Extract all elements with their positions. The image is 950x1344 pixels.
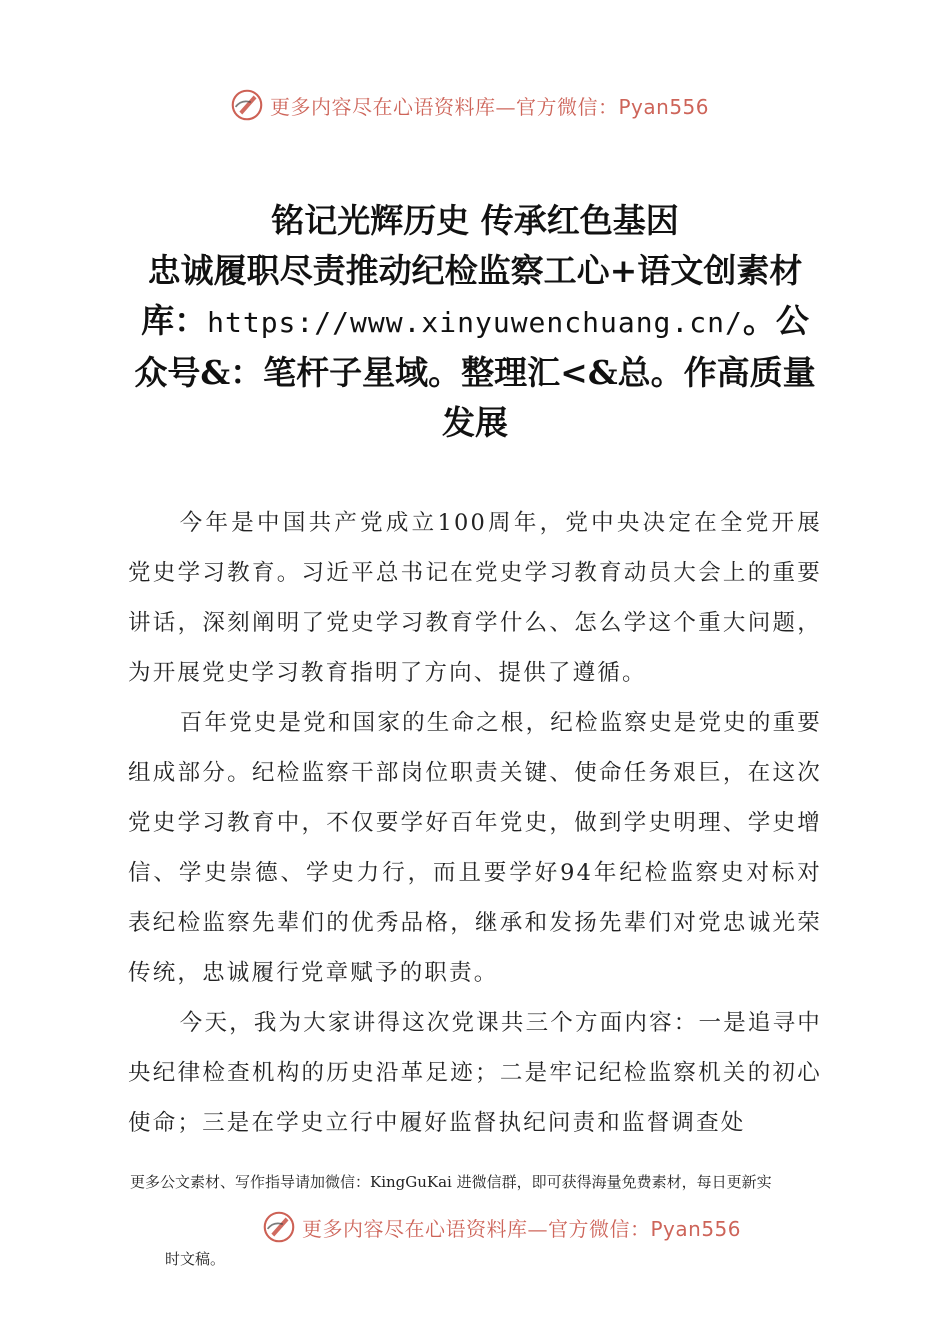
watermark-handle: Pyan556 bbox=[618, 94, 710, 119]
title-line-5: 发展 bbox=[442, 403, 508, 442]
title-line-1: 铭记光辉历史 传承红色基因 bbox=[271, 201, 679, 240]
red-scroll-pen-logo-icon bbox=[260, 1208, 298, 1246]
title-url: https://www.xinyuwenchuang.cn/ bbox=[207, 306, 743, 339]
paragraph-3: 今天，我为大家讲得这次党课共三个方面内容：一是追寻中央纪律检查机构的历史沿革足迹；二是牢记纪检监察机关的初心使命；三是在学史立行中履好监督执纪问责和监督调查处 bbox=[128, 1010, 822, 1136]
document-body bbox=[128, 498, 822, 1148]
title-line-4: 众号&：笔杆子星域。整理汇<&总。作高质量 bbox=[134, 353, 816, 392]
footer-note: 更多公文素材、写作指导请加微信：KingGuKai 进微信群，即可获得海量免费素材，每日更新实 bbox=[130, 1173, 772, 1191]
bottom-watermark bbox=[260, 1208, 741, 1246]
paragraph-1: 今年是中国共产党成立100周年，党中央决定在全党开展党史学习教育。习近平总书记在党史学习教育动员大会上的重要讲话，深刻阐明了党史学习教育学什么、怎么学这个重大问题，为开展党史学习教育指明了方向、提供了遵循。 bbox=[128, 510, 822, 686]
top-watermark bbox=[228, 86, 709, 124]
title-line-3: 库：https://www.xinyuwenchuang.cn/。公 bbox=[141, 301, 809, 340]
watermark-brand: 更多内容尽在心语资料库—官方微信： bbox=[270, 94, 619, 119]
footer-tail: 时文稿。 bbox=[165, 1250, 226, 1268]
paragraph-2: 百年党史是党和国家的生命之根，纪检监察史是党史的重要组成部分。纪检监察干部岗位职责关键、使命任务艰巨，在这次党史学习教育中，不仅要学好百年党史，做到学史明理、学史增信、学史崇德、学史力行，而且要学好94年纪检监察史对标对表纪检监察先辈们的优秀品格，继承和发扬先辈们对党忠诚光荣传统，忠诚履行党章赋予的职责。 bbox=[128, 710, 822, 986]
watermark-handle: Pyan556 bbox=[650, 1216, 742, 1241]
title-line-2: 忠诚履职尽责推动纪检监察工心+语文创素材 bbox=[147, 251, 803, 290]
watermark-brand: 更多内容尽在心语资料库—官方微信： bbox=[302, 1216, 651, 1241]
document-title bbox=[128, 196, 822, 448]
red-scroll-pen-logo-icon bbox=[228, 86, 266, 124]
